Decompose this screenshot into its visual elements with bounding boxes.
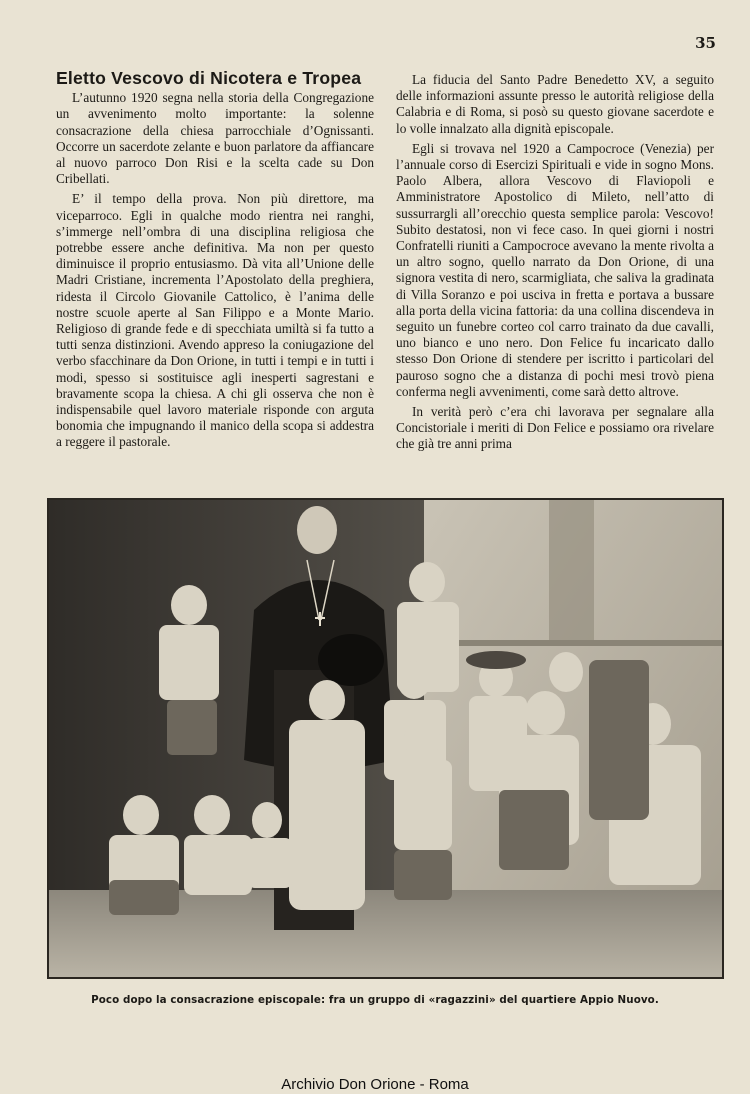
photo-caption: Poco dopo la consacrazione episcopale: fra un gruppo di «ragazzini» del quartiere Appio Nuovo. — [91, 994, 659, 1006]
page-number: 35 — [695, 34, 716, 52]
article-title: Eletto Vescovo di Nicotera e Tropea — [56, 68, 362, 88]
paragraph: L’autunno 1920 segna nella storia della Congregazione un avvenimento molto importante: la solenne consacrazione della chiesa parrocchiale d’Ognissanti. Occorre un sacerdote zelante e buon parlatore da affiancare al nuovo parroco Don Risi e la scelta cade su Don Cribellati. — [56, 90, 374, 187]
archive-footer: Archivio Don Orione - Roma — [281, 1076, 469, 1093]
paragraph: In verità però c’era chi lavorava per segnalare alla Concistoriale i meriti di Don Felice e possiamo ora rivelare che già tre anni prima — [396, 404, 714, 452]
group-photo-illustration — [49, 500, 722, 977]
paragraph: E’ il tempo della prova. Non più direttore, ma viceparroco. Egli in qualche modo rientra nei ranghi, s’immerge nell’ombra di una disciplina religiosa che potrebbe essere anche definitiva. Ma non per questo diminuisce il proprio entusiasmo. Dà vita all’Unione delle Madri Cristiane, incrementa l’Apostolato della preghiera, ridesta il Circolo Giovanile Cattolico, è l’anima delle nostre scuole aperte al San Filippo e a Monte Mario. Religioso di grande fede e di specchiata umiltà si fa tutto a tutti senza distinzioni. Avendo appreso la coniugazione del verbo sfacchinare da Don Orione, in tutti i tempi e in tutti i modi, spesso si sostituisce agli inesperti sagrestani e bravamente scopa la chiesa. A chi gli osserva che non è indispensabile quel lavoro materiale risponde con arguta bonomia che impugnando il manico della scopa si addestra a reggere il pastorale. — [56, 191, 374, 450]
group-photo — [47, 498, 724, 979]
article-right-column — [396, 70, 714, 457]
article-left-column — [56, 70, 374, 455]
paragraph: La fiducia del Santo Padre Benedetto XV, a seguito delle informazioni assunte presso le autorità religiose della Calabria e di Roma, si posò su questo giovane sacerdote e lo volle innalzato alla dignità episcopale. — [396, 72, 714, 136]
paragraph: Egli si trovava nel 1920 a Campocroce (Venezia) per l’annuale corso di Esercizi Spirituali e vide in sogno Mons. Paolo Albera, allora Vescovo di Flaviopoli e Amministratore Apostolico di Mileto, nell’atto di sussurrargli all’orecchio questa semplice parola: Vescovo! Subito destatosi, non vi fece caso. In quei giorni i nostri Confratelli riuniti a Campocroce avevano la mente rivolta a un altro sogno, quello narrato da Don Orione, di una signora vestita di nero, scarmigliata, che saliva la gradinata di Villa Soranzo e poi usciva in fretta e portava a bussare alla porta della vicina fattoria: da una collina discendeva in seguito un funebre corteo col carro trainato da due cavalli, uno bianco e uno nero. Don Felice fu incaricato dallo stesso Don Orione di stendere per iscritto i particolari del pauroso sogno che a distanza di pochi mesi trovò piena conferma negli avvenimenti, come sarà detto altrove. — [396, 140, 714, 399]
